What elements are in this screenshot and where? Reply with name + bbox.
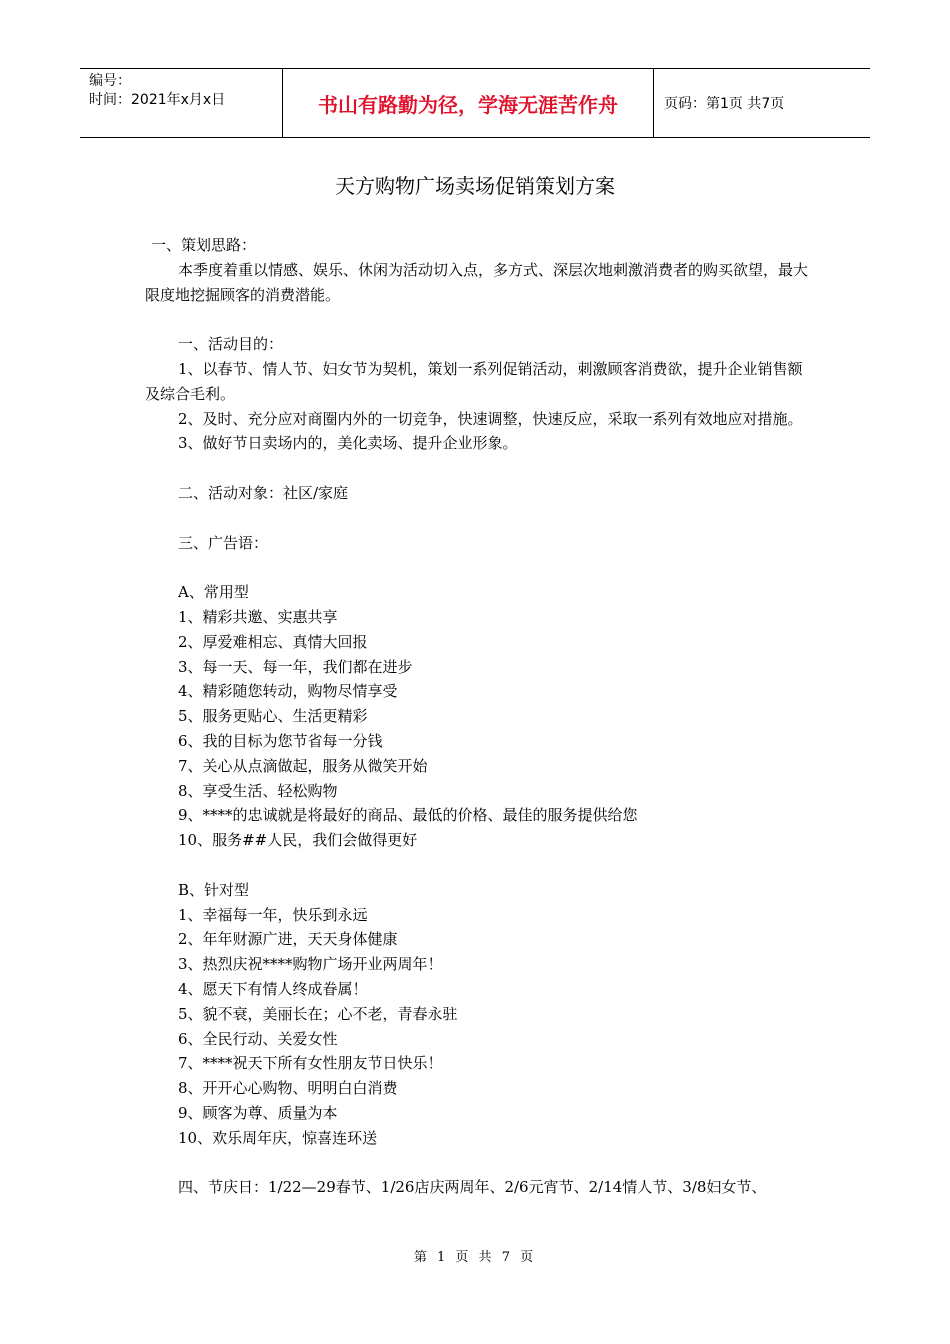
slogan-item: 9、****的忠诚就是将最好的商品、最低的价格、最佳的服务提供给您 [178,806,638,825]
slogan-item: 8、享受生活、轻松购物 [178,781,338,800]
slogan-item: 1、精彩共邀、实惠共享 [178,607,338,626]
slogan-item: 4、精彩随您转动，购物尽情享受 [178,682,398,701]
slogan-item: 4、愿天下有情人终成眷属！ [178,979,368,998]
idea-text: 本季度着重以情感、娱乐、休闲为活动切入点，多方式、深层次地刺激消费者的购买欲望，最大限度地挖掘顾客的消费潜能。 [145,260,809,304]
goal-item: 3、做好节日卖场内的，美化卖场、提升企业形象。 [178,434,518,453]
page-footer: 第 1 页 共 7 页 [413,1250,537,1265]
slogan-item: 6、我的目标为您节省每一分钱 [178,731,383,750]
slogan-item: 6、全民行动、关爱女性 [178,1029,338,1048]
slogan-item: 9、顾客为尊、质量为本 [178,1103,338,1122]
slogan-item: 10、欢乐周年庆，惊喜连环送 [178,1128,378,1147]
slogan-item: 7、****祝天下所有女性朋友节日快乐！ [178,1054,443,1073]
slogan-item: 2、厚爱难相忘、真情大回报 [178,632,368,651]
slogan-heading: 三、广告语： [178,533,269,552]
target-line: 二、活动对象：社区/家庭 [178,483,349,502]
time-label: 时间：2021年x月x日 [89,92,226,108]
header-page-info: 页码：第1页 共7页 [664,96,785,112]
slogan-item: 5、服务更贴心、生活更精彩 [178,707,368,726]
type-a-heading: A、常用型 [178,583,249,602]
goal-item: 1、以春节、情人节、妇女节为契机，策划一系列促销活动，刺激顾客消费欲，提升企业销售额及综合毛利。 [145,359,803,403]
header-motto: 书山有路勤为径，学海无涯苦作舟 [282,69,654,137]
slogan-item: 5、貌不衰，美丽长在；心不老，青春永驻 [178,1004,458,1023]
document-title: 天方购物广场卖场促销策划方案 [335,174,615,198]
slogan-item: 3、热烈庆祝****购物广场开业两周年！ [178,955,443,974]
goal-heading: 一、活动目的： [178,335,284,354]
holidays-line: 四、节庆日：1/22—29春节、1/26店庆两周年、2/6元宵节、2/14情人节、3/8妇女节、 [178,1178,767,1197]
slogan-item: 3、每一天、每一年，我们都在进步 [178,657,413,676]
slogan-item: 8、开开心心购物、明明白白消费 [178,1079,398,1098]
slogan-item: 1、幸福每一年，快乐到永远 [178,905,368,924]
document-header [80,68,870,138]
slogan-item: 7、关心从点滴做起，服务从微笑开始 [178,756,428,775]
type-b-heading: B、针对型 [178,880,250,899]
idea-heading: 一、策划思路： [151,236,257,254]
header-meta-cell [80,69,282,137]
document-body [145,233,813,1200]
slogan-item: 10、服务##人民，我们会做得更好 [178,831,418,850]
slogan-item: 2、年年财源广进，天天身体健康 [178,930,398,949]
number-label: 编号： [89,73,131,89]
goal-item: 2、及时、充分应对商圈内外的一切竞争，快速调整，快速反应，采取一系列有效地应对措施。 [178,409,803,428]
